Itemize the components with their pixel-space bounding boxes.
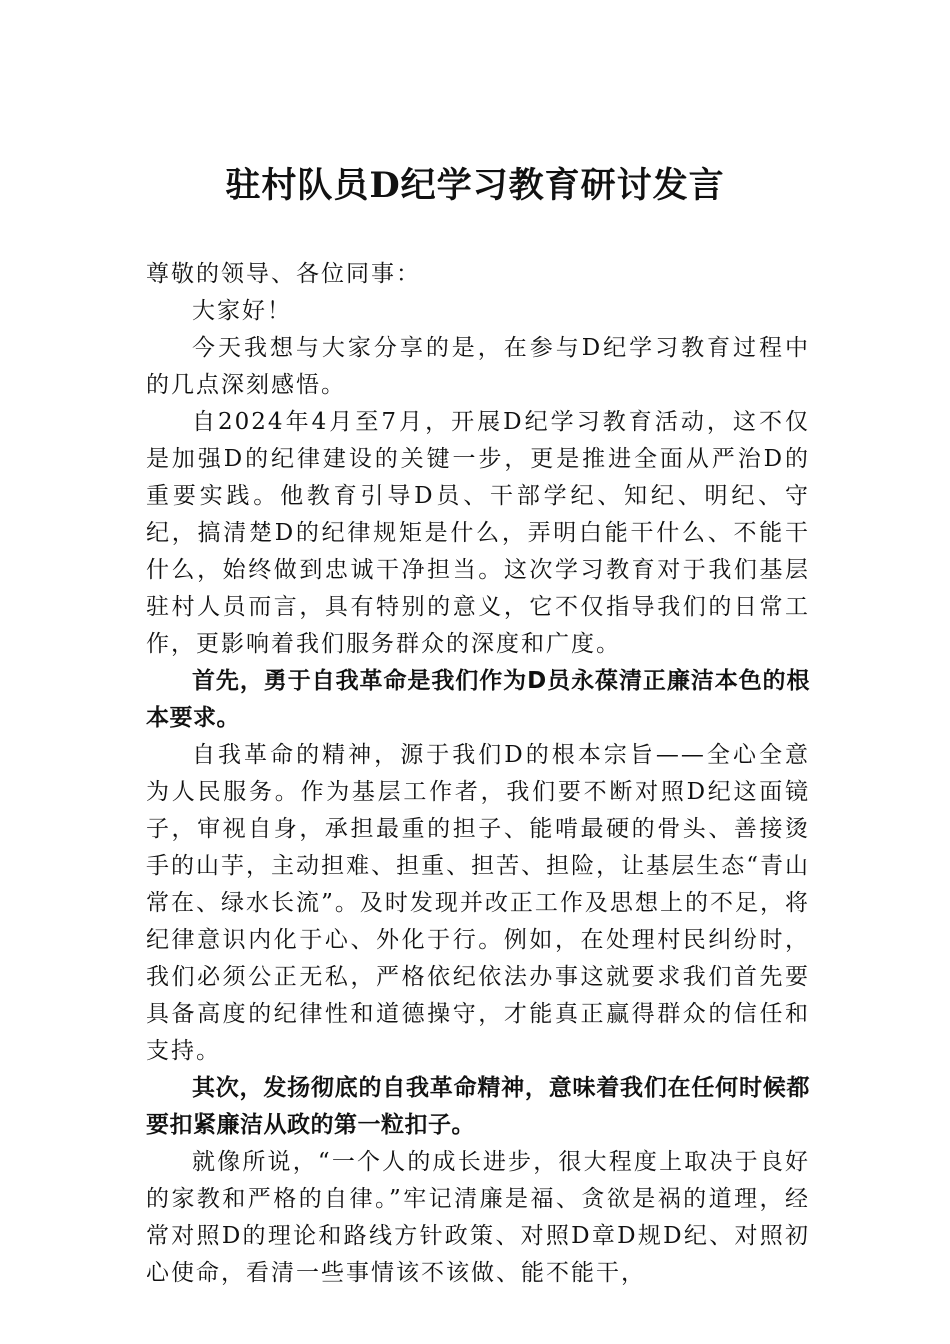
- section-body-2: 就像所说，“一个人的成长进步，很大程度上取决于良好的家教和严格的自律。”牢记清廉是福、贪欲是祸的道理，经常对照D的理论和路线方针政策、对照D章D规D纪、对照初心使命，看清一些事情该不该做、能不能干，: [146, 1149, 810, 1286]
- paragraph-intro: 今天我想与大家分享的是，在参与D纪学习教育过程中的几点深刻感悟。: [146, 335, 810, 398]
- document-body: [146, 256, 810, 1292]
- salutation: 尊敬的领导、各位同事：: [146, 261, 421, 287]
- document-title: 驻村队员D纪学习教育研讨发言: [225, 165, 725, 206]
- section-heading-1: 首先，勇于自我革命是我们作为D员永葆清正廉洁本色的根本要求。: [146, 668, 810, 731]
- paragraph-background: 自2024年4月至7月，开展D纪学习教育活动，这不仅是加强D的纪律建设的关键一步，更是推进全面从严治D的重要实践。他教育引导D员、干部学纪、知纪、明纪、守纪，搞清楚D的纪律规矩是什么，弄明白能干什么、不能干什么，始终做到忠诚干净担当。这次学习教育对于我们基层驻村人员而言，具有特别的意义，它不仅指导我们的日常工作，更影响着我们服务群众的深度和广度。: [146, 409, 810, 657]
- section-body-1: 自我革命的精神，源于我们D的根本宗旨——全心全意为人民服务。作为基层工作者，我们要不断对照D纪这面镜子，审视自身，承担最重的担子、能啃最硬的骨头、善接烫手的山芋，主动担难、担重、担苦、担险，让基层生态“青山常在、绿水长流”。及时发现并改正工作及思想上的不足，将纪律意识内化于心、外化于行。例如，在处理村民纠纷时，我们必须公正无私，严格依纪依法办事这就要求我们首先要具备高度的纪律性和道德操守，才能真正赢得群众的信任和支持。: [146, 742, 810, 1064]
- greeting: 大家好！: [192, 298, 292, 324]
- section-heading-2: 其次，发扬彻底的自我革命精神，意味着我们在任何时候都要扣紧廉洁从政的第一粒扣子。: [146, 1075, 810, 1138]
